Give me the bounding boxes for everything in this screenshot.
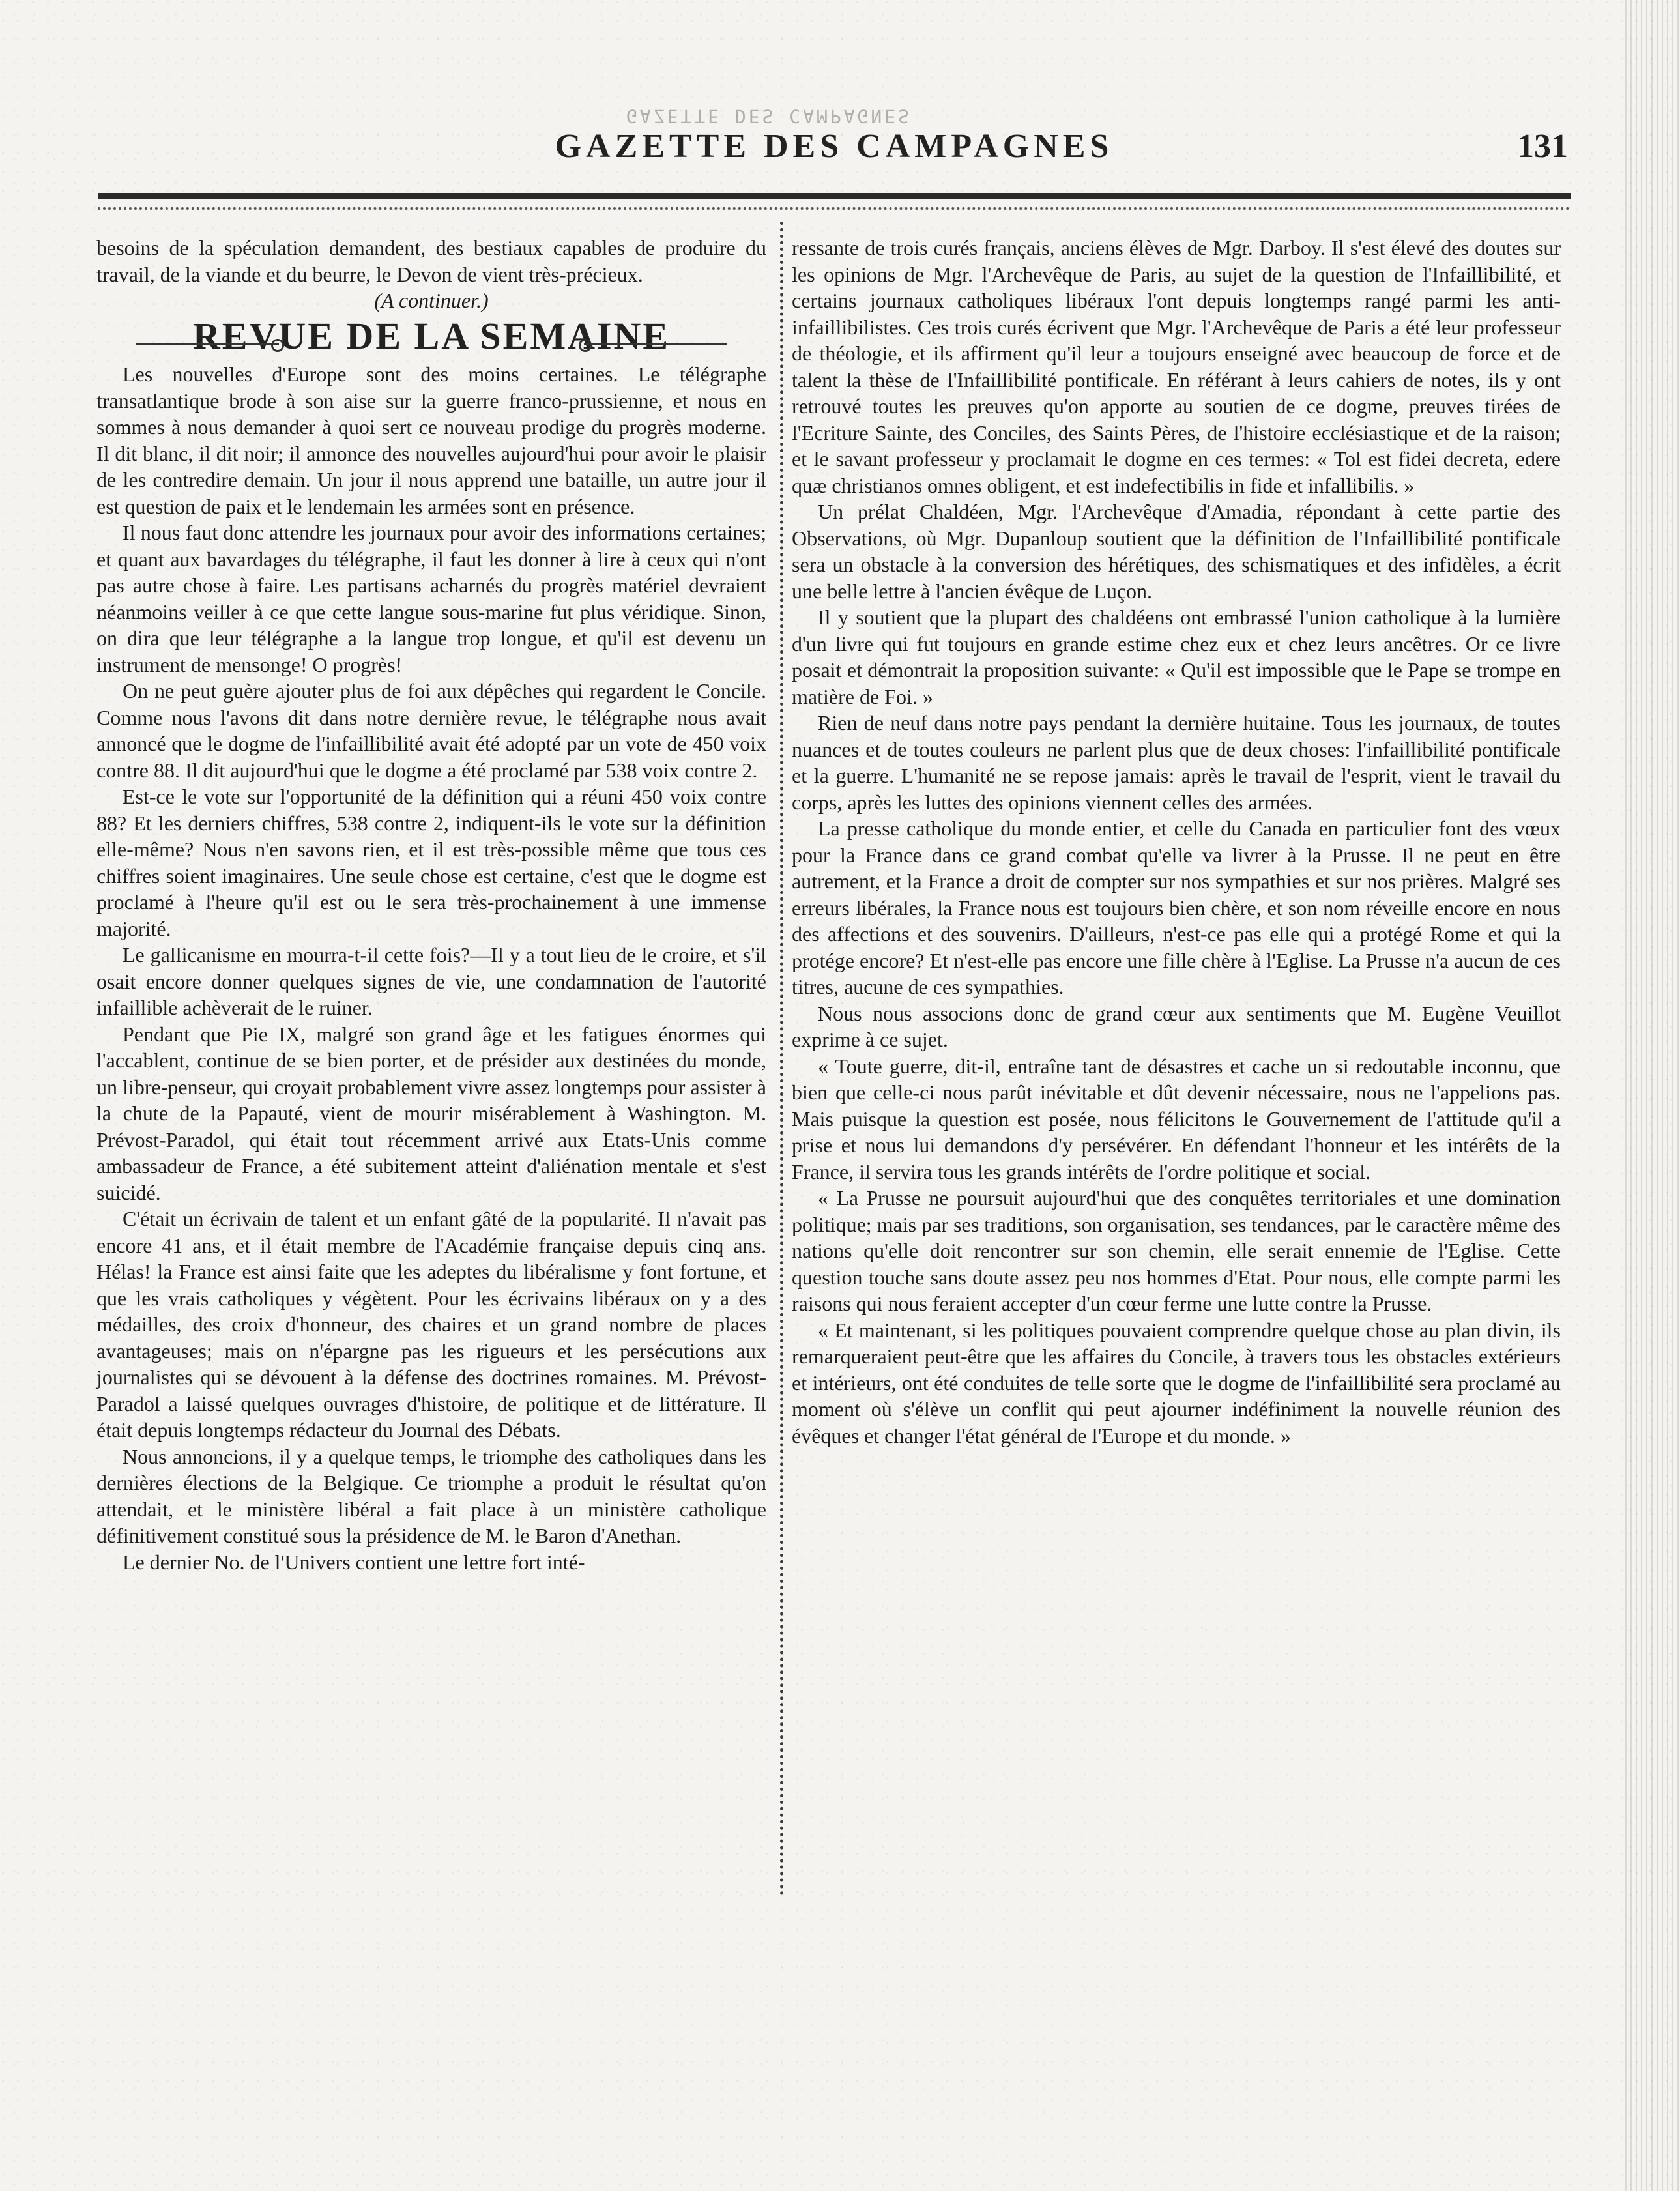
article-paragraph: Est-ce le vote sur l'opportunité de la définition qui a réuni 450 voix contre 88? Et les derniers chiffres, 538 contre 2, indiquent-ils le vote sur la définition elle-même? Nous n'en savons rien, et il est très-possible même que tous ces chiffres soient imaginaires. Une seule chose est certaine, c'est que le dogme est proclamé à l'heure qu'il est ou le sera très-prochainement à une immense majorité. [96,785,766,940]
article-paragraph: Le gallicanisme en mourra-t-il cette fois?—Il y a tout lieu de le croire, et s'il osait encore donner quelques signes de vie, une condamnation de l'autorité infaillible achèverait de le ruiner. [96,943,766,1019]
header-rule [98,193,1571,199]
heading-ornament-right [584,343,727,345]
newspaper-title: GAZETTE DES CAMPAGNES [555,128,1114,165]
article-paragraph: Un prélat Chaldéen, Mgr. l'Archevêque d'Amadia, répondant à cette partie des Observations, où Mgr. Dupanloup soutient que la définition de l'Infaillibilité pontificale sera un obstacle à la conversion des hérétiques, des schismatiques et des infidèles, a écrit une belle lettre à l'ancien évêque de Luçon. [792,500,1561,603]
article-paragraph: Il nous faut donc attendre les journaux pour avoir des informations certaines; et quant aux bavardages du télégraphe, il faut les donner à lire à ceux qui n'ont pas autre chose à faire. Les partisans acharnés du progrès matériel devraient néanmoins veiller à ce que cette langue sous-marine fut plus véridique. Sinon, on dira que leur télégraphe a la langue trop longue, et qu'il est devenu un instrument de mensonge! O progrès! [96,521,766,676]
article-paragraph: Le dernier No. de l'Univers contient une lettre fort inté- [123,1550,585,1574]
header-dotted-rule [98,207,1571,210]
to-be-continued-note: (A continuer.) [374,289,489,312]
article-paragraph: ressante de trois curés français, anciens élèves de Mgr. Darboy. Il s'est élevé des doutes sur les opinions de Mgr. l'Archevêque de Paris, au sujet de la question de l'Infaillibilité, et certains journaux catholiques libéraux l'ont depuis longtemps rangé parmi les anti-infaillibilistes. Ces trois curés écrivent que Mgr. l'Archevêque de Paris a été leur professeur de théologie, et ils affirment qu'il leur a toujours enseigné avec beaucoup de force et de talent la thèse de l'Infaillibilité pontificale. En référant à leurs cahiers de notes, ils y ont retrouvé toutes les preuves qu'on apporte au soutien de ce dogme, preuves tirées de l'Ecriture Sainte, des Conciles, des Saints Pères, de l'histoire ecclésiastique et de la raison; et le savant professeur y proclamait le dogme en ces termes: « Tol est fidei decreta, edere quæ christianos omnes obligent, et est indefectibilis in fide et infallibilis. » [792,236,1561,497]
left-column [96,235,766,1575]
section-heading: REVUE DE LA SEMAINE [96,323,766,350]
article-paragraph: On ne peut guère ajouter plus de foi aux dépêches qui regardent le Concile. Comme nous l'avons dit dans notre dernière revue, le télégraphe nous avait annoncé que le dogme de l'infaillibilité avait été adopté par un vote de 450 voix contre 88. Il dit aujourd'hui que le dogme a été proclamé par 538 voix contre 2. [96,679,766,782]
article-paragraph: C'était un écrivain de talent et un enfant gâté de la popularité. Il n'avait pas encore 41 ans, et il était membre de l'Académie française depuis cinq ans. Hélas! la France est ainsi faite que les adeptes du libéralisme y font fortune, et que les vrais catholiques y végètent. Pour les écrivains libéraux on y a des médailles, des croix d'honneur, des chaires et un grand nombre de places avantageuses; mais on n'épargne pas les rigueurs et les persécutions aux journalistes qui se dévouent à la défense des doctrines romaines. M. Prévost-Paradol a laissé quelques ouvrages d'histoire, de politique et de littérature. Il était depuis longtemps rédacteur du Journal des Débats. [96,1207,766,1442]
article-paragraph: Nous nous associons donc de grand cœur aux sentiments que M. Eugène Veuillot exprime à ce sujet. [792,1001,1561,1051]
right-column [792,235,1561,1449]
article-paragraph: Il y soutient que la plupart des chaldéens ont embrassé l'union catholique à la lumière d'un livre qui fut toujours en grande estime chez eux et chez leurs ancêtres. Or ce livre posait et démontrait la proposition suivante: « Qu'il est impossible que le Pape se trompe en matière de Foi. » [792,605,1561,708]
page-number: 131 [1517,128,1568,165]
quoted-paragraph: « La Prusse ne poursuit aujourd'hui que des conquêtes territoriales et une domination politique; mais par ses traditions, son organisation, ses tendances, par le caractère même des nations qu'elle doit rencontrer sur son chemin, elle serait ennemie de l'Eglise. Cette question touche sans doute assez peu nos hommes d'Etat. Pour nous, elle compte parmi les raisons qui nous feraient accepter d'un cœur ferme une lutte contre la Prusse. [792,1186,1561,1315]
continued-paragraph: besoins de la spéculation demandent, des bestiaux capables de produire du travail, de la viande et du beurre, le Devon de vient très-précieux. [96,236,766,286]
scan-edge-shadow [1621,0,1680,2191]
quoted-paragraph: « Et maintenant, si les politiques pouvaient comprendre quelque chose au plan divin, ils remarqueraient peut-être que les affaires du Concile, à travers tous les obstacles extérieurs et intérieurs, ont été conduites de telle sorte que le dogme de l'infaillibilité sera proclamé au moment où s'élève un conflit qui peut ajourner indéfiniment la nouvelle réunion des évêques et changer l'état général de l'Europe et du monde. » [792,1318,1561,1447]
article-paragraph: La presse catholique du monde entier, et celle du Canada en particulier font des vœux pour la France dans ce grand combat qu'elle va livrer à la Prusse. Il ne peut en être autrement, et la France a droit de compter sur nos sympathies et sur nos prières. Malgré ses erreurs libérales, la France nous est toujours bien chère, et son nom réveille encore en nous des affections et des souvenirs. D'ailleurs, n'est-ce pas elle qui a protégé Rome et qui la protége encore? Et n'est-elle pas encore une fille chère à l'Eglise. La Prusse n'a aucun de ces titres, aucune de ces sympathies. [792,817,1561,998]
article-paragraph: Les nouvelles d'Europe sont des moins certaines. Le télégraphe transatlantique brode à son aise sur la guerre franco-prussienne, et nous en sommes à nous demander à quoi sert ce nouveau prodige du progrès moderne. Il dit blanc, il dit noir; il annonce des nouvelles aujourd'hui pour avoir le plaisir de les contredire demain. Un jour il nous apprend une bataille, un autre jour il est question de paix et le lendemain les armées sont en présence. [96,362,766,518]
quoted-paragraph: « Toute guerre, dit-il, entraîne tant de désastres et cache un si redoutable inconnu, que bien que celle-ci nous parût inévitable et dût devenir nécessaire, nous ne l'appelions pas. Mais puisque la question est posée, nous félicitons le Gouvernement de l'attitude qu'il a prise et nous lui demandons d'y persévérer. En défendant l'honneur et les intérêts de la France, il servira tous les grands intérêts de l'ordre politique et social. [792,1054,1561,1183]
article-paragraph: Rien de neuf dans notre pays pendant la dernière huitaine. Tous les journaux, de toutes nuances et de toutes couleurs ne parlent plus que de deux choses: l'infaillibilité pontificale et la guerre. L'humanité ne se repose jamais: après le travail de l'esprit, vient le travail du corps, après les luttes des opinions viennent celles des armées. [792,711,1561,814]
bleed-through-text: GAZETTE DES CAMPAGNES [626,106,912,127]
heading-ornament-left [136,343,279,345]
article-paragraph: Pendant que Pie IX, malgré son grand âge et les fatigues énormes qui l'accablent, continue de se bien porter, et de présider aux destinées du monde, un libre-penseur, qui croyait probablement vivre assez longtemps pour assister à la chute de la Papauté, vient de mourir misérablement à Washington. M. Prévost-Paradol, qui était tout récemment arrivé aux Etats-Unis comme ambassadeur de France, a été subitement atteint d'aliénation mentale et s'est suicidé. [96,1022,766,1204]
column-divider [780,222,783,1896]
masthead [85,127,1584,179]
article-paragraph: Nous annoncions, il y a quelque temps, le triomphe des catholiques dans les dernières élections de la Belgique. Ce triomphe a produit le résultat qu'on attendait, et le ministère libéral a fait place à un ministère catholique définitivement constitué sous la présidence de M. le Baron d'Anethan. [96,1444,766,1547]
